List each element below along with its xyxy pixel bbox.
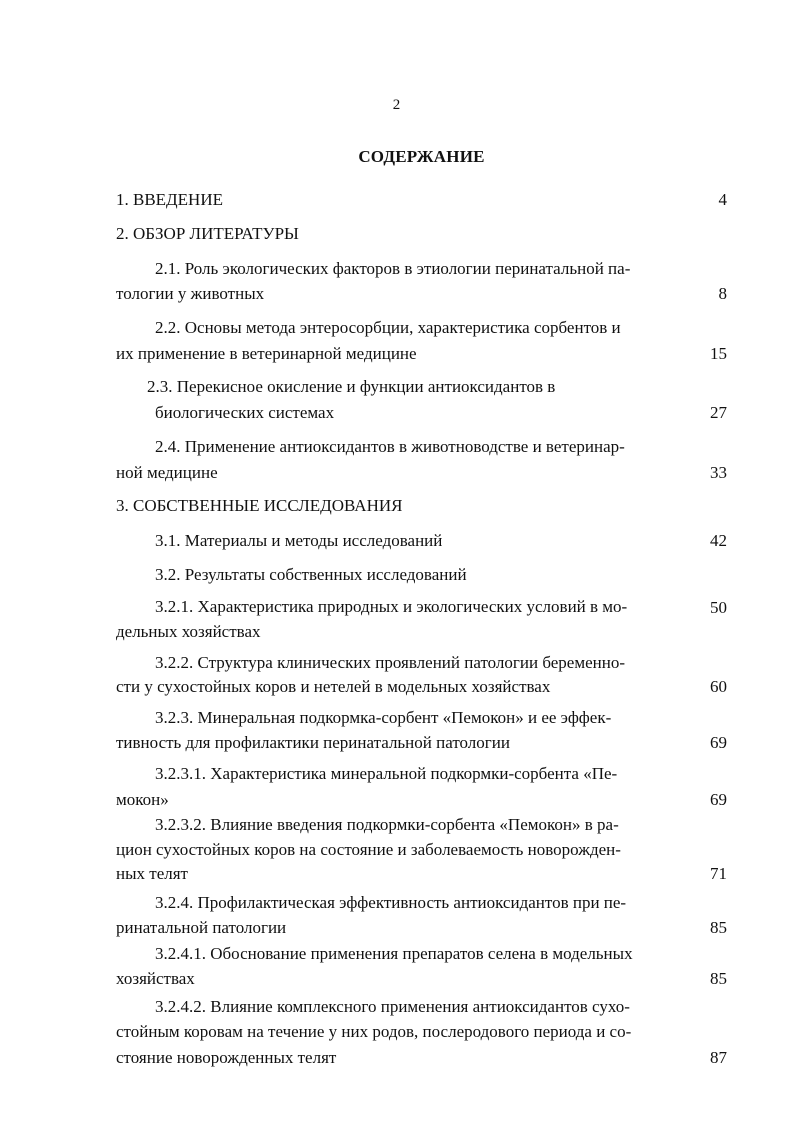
- toc-entry-line: ных телят: [116, 864, 188, 883]
- toc-entry-line: 3.2.4.2. Влияние комплексного применения антиоксидантов сухо-: [155, 997, 630, 1016]
- toc-entry-line: мокон»: [116, 790, 169, 809]
- toc-page-number: 50: [710, 598, 727, 617]
- toc-entry-introduction: 1. ВВЕДЕНИЕ: [116, 190, 223, 209]
- toc-page-number: 4: [718, 190, 727, 209]
- toc-entry-line: сти у сухостойных коров и нетелей в модельных хозяйствах: [116, 677, 551, 696]
- toc-page-number: 85: [710, 918, 727, 937]
- toc-page-number: 33: [710, 463, 727, 482]
- toc-entry-line: стояние новорожденных телят: [116, 1048, 337, 1067]
- toc-entry-line: биологических системах: [155, 403, 335, 422]
- toc-entry-line: дельных хозяйствах: [116, 622, 261, 641]
- toc-entry-line: 2.3. Перекисное окисление и функции антиоксидантов в: [147, 377, 556, 396]
- toc-entry-line: 2.4. Применение антиоксидантов в животноводстве и ветеринар-: [155, 437, 625, 456]
- toc-page-number: 69: [710, 733, 727, 752]
- toc-title: СОДЕРЖАНИЕ: [358, 147, 485, 166]
- toc-page-number: 60: [710, 677, 727, 696]
- toc-entry-line: 2.1. Роль экологических факторов в этиологии перинатальной па-: [155, 259, 631, 278]
- toc-entry-own-research: 3. СОБСТВЕННЫЕ ИССЛЕДОВАНИЯ: [116, 496, 403, 515]
- toc-entry-line: 3.2.4.1. Обоснование применения препаратов селена в модельных: [155, 944, 633, 963]
- toc-entry-line: стойным коровам на течение у них родов, послеродового периода и со-: [116, 1022, 632, 1041]
- toc-entry-line: 3.1. Материалы и методы исследований: [155, 531, 443, 550]
- toc-entry-line: ной медицине: [116, 463, 218, 482]
- toc-entry-literature-review: 2. ОБЗОР ЛИТЕРАТУРЫ: [116, 224, 299, 243]
- toc-entry-line: тологии у животных: [116, 284, 265, 303]
- toc-entry-line: цион сухостойных коров на состояние и заболеваемость новорожден-: [116, 840, 621, 859]
- page-number: 2: [392, 97, 401, 113]
- toc-entry-line: 2.2. Основы метода энтеросорбции, характеристика сорбентов и: [155, 318, 621, 337]
- toc-page-number: 87: [710, 1048, 727, 1067]
- toc-page-number: 85: [710, 969, 727, 988]
- toc-entry-line: 3.2.1. Характеристика природных и экологических условий в мо-: [155, 597, 628, 616]
- toc-entry-line: 3.2.3.1. Характеристика минеральной подкормки-сорбента «Пе-: [155, 764, 618, 783]
- toc-entry-line: их применение в ветеринарной медицине: [116, 344, 417, 363]
- toc-entry-line: тивность для профилактики перинатальной патологии: [116, 733, 510, 752]
- toc-page-number: 15: [710, 344, 727, 363]
- toc-page-number: 42: [710, 531, 727, 550]
- toc-page-number: 27: [710, 403, 727, 422]
- toc-entry-line: 3.2.3. Минеральная подкормка-сорбент «Пемокон» и ее эффек-: [155, 708, 612, 727]
- toc-entry-line: хозяйствах: [116, 969, 195, 988]
- toc-entry-line: ринатальной патологии: [116, 918, 287, 937]
- toc-entry-line: 3.2.2. Структура клинических проявлений патологии беременно-: [155, 653, 625, 672]
- toc-entry-line: 3.2.3.2. Влияние введения подкормки-сорбента «Пемокон» в ра-: [155, 815, 619, 834]
- toc-entry-line: 3.2.4. Профилактическая эффективность антиоксидантов при пе-: [155, 893, 627, 912]
- toc-page-number: 69: [710, 790, 727, 809]
- toc-entry-line: 3.2. Результаты собственных исследований: [155, 565, 467, 584]
- toc-page-number: 8: [718, 284, 727, 303]
- toc-page-number: 71: [710, 864, 727, 883]
